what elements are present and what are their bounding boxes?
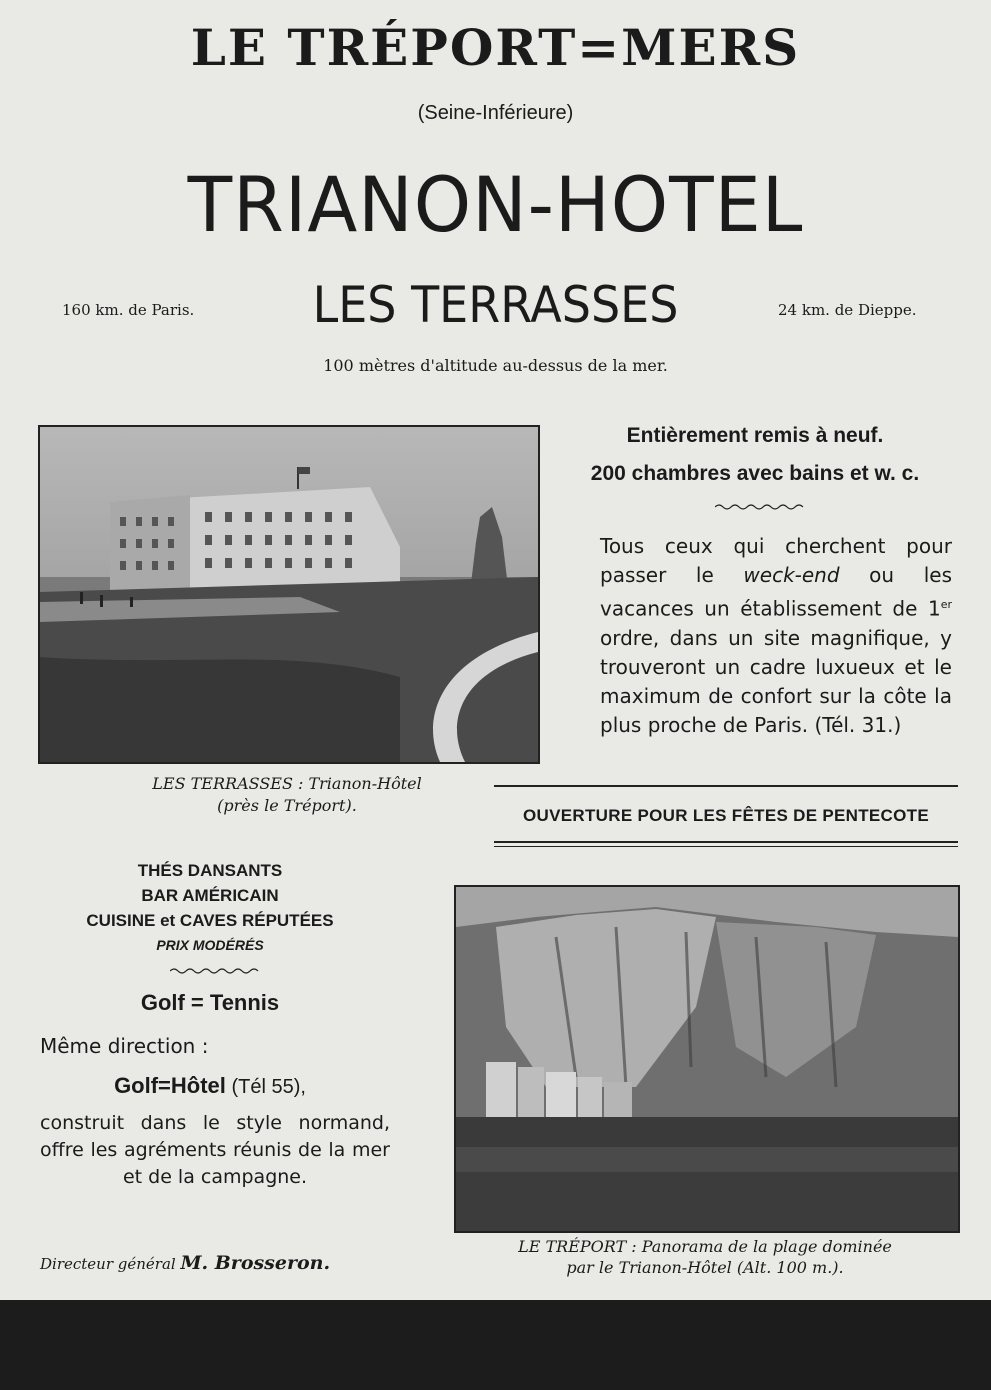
sports-offer: Golf = Tennis [140,990,280,1015]
golf-hotel-description: construit dans le style normand, offre les agréments réunis de la mer et de la campagne. [40,1112,390,1188]
caption-line2: (près le Tréport). [217,796,357,815]
panorama-caption-title: LE TRÉPORT [518,1237,627,1256]
cliff-panorama-illustration [456,887,958,1231]
golf-hotel-tel: (Tél 55), [231,1076,306,1098]
amenity-cuisine: CUISINE et CAVES RÉPUTÉES [86,911,334,930]
amenity-prices: PRIX MODÉRÉS [156,937,264,953]
feature-rooms: 200 chambres avec bains et w. c. [590,462,920,485]
director-signature [40,1252,400,1274]
ornament-divider [715,503,805,511]
description-weekend: weck-end [743,563,840,587]
hotel-name: TRIANON-HOTEL [187,160,804,249]
rule-bottom-thin [494,846,958,847]
cliff-panorama-photo [454,885,960,1233]
hotel-photo-illustration [40,427,538,762]
panorama-caption-text: : Panorama de la plage dominée [626,1237,892,1256]
hotel-description [600,532,952,740]
opening-announcement: OUVERTURE POUR LES FÊTES DE PENTECOTE [523,806,929,825]
director-label: Directeur général [40,1255,181,1273]
panorama-caption-line2: par le Trianon-Hôtel (Alt. 100 m.). [566,1258,844,1277]
ornament-divider-2 [170,967,260,975]
description-text-3: ordre, dans un site magnifique, y trouveront un cadre luxueux et le maximum de confort sur la côte la plus proche de Paris. (Tél. 31.) [600,625,952,737]
caption-text: : Trianon-Hôtel [292,774,422,793]
town-title: LE TRÉPORT=MERS [190,18,801,77]
hotel-photo-caption [38,773,536,817]
panorama-caption [454,1236,956,1278]
hotel-subtitle: LES TERRASSES [312,276,679,334]
golf-hotel-name: Golf=Hôtel [114,1073,226,1098]
same-management: Même direction : [40,1034,209,1058]
description-text-1: Tous ceux qui cherchent pour passer le [600,534,952,587]
hotel-photo [38,425,540,764]
department-subtitle: (Seine-Inférieure) [417,102,574,124]
rule-bottom [494,841,958,843]
rule-top [494,785,958,787]
distance-paris: 160 km. de Paris. [62,301,195,319]
amenities-list [0,858,420,958]
description-text-2: ou les vacances un établissement de 1 [600,563,952,621]
golf-hotel-heading [0,1073,420,1099]
director-name: M. Brosseron. [180,1252,331,1274]
distance-dieppe: 24 km. de Dieppe. [778,301,917,319]
amenity-tea-dances: THÉS DANSANTS [137,861,283,880]
description-superscript: er [940,598,952,611]
altitude-note: 100 mètres d'altitude au-dessus de la mer. [323,356,668,375]
amenity-bar: BAR AMÉRICAIN [141,886,279,905]
feature-renovated: Entièrement remis à neuf. [626,424,884,447]
caption-title: LES TERRASSES [152,774,293,793]
